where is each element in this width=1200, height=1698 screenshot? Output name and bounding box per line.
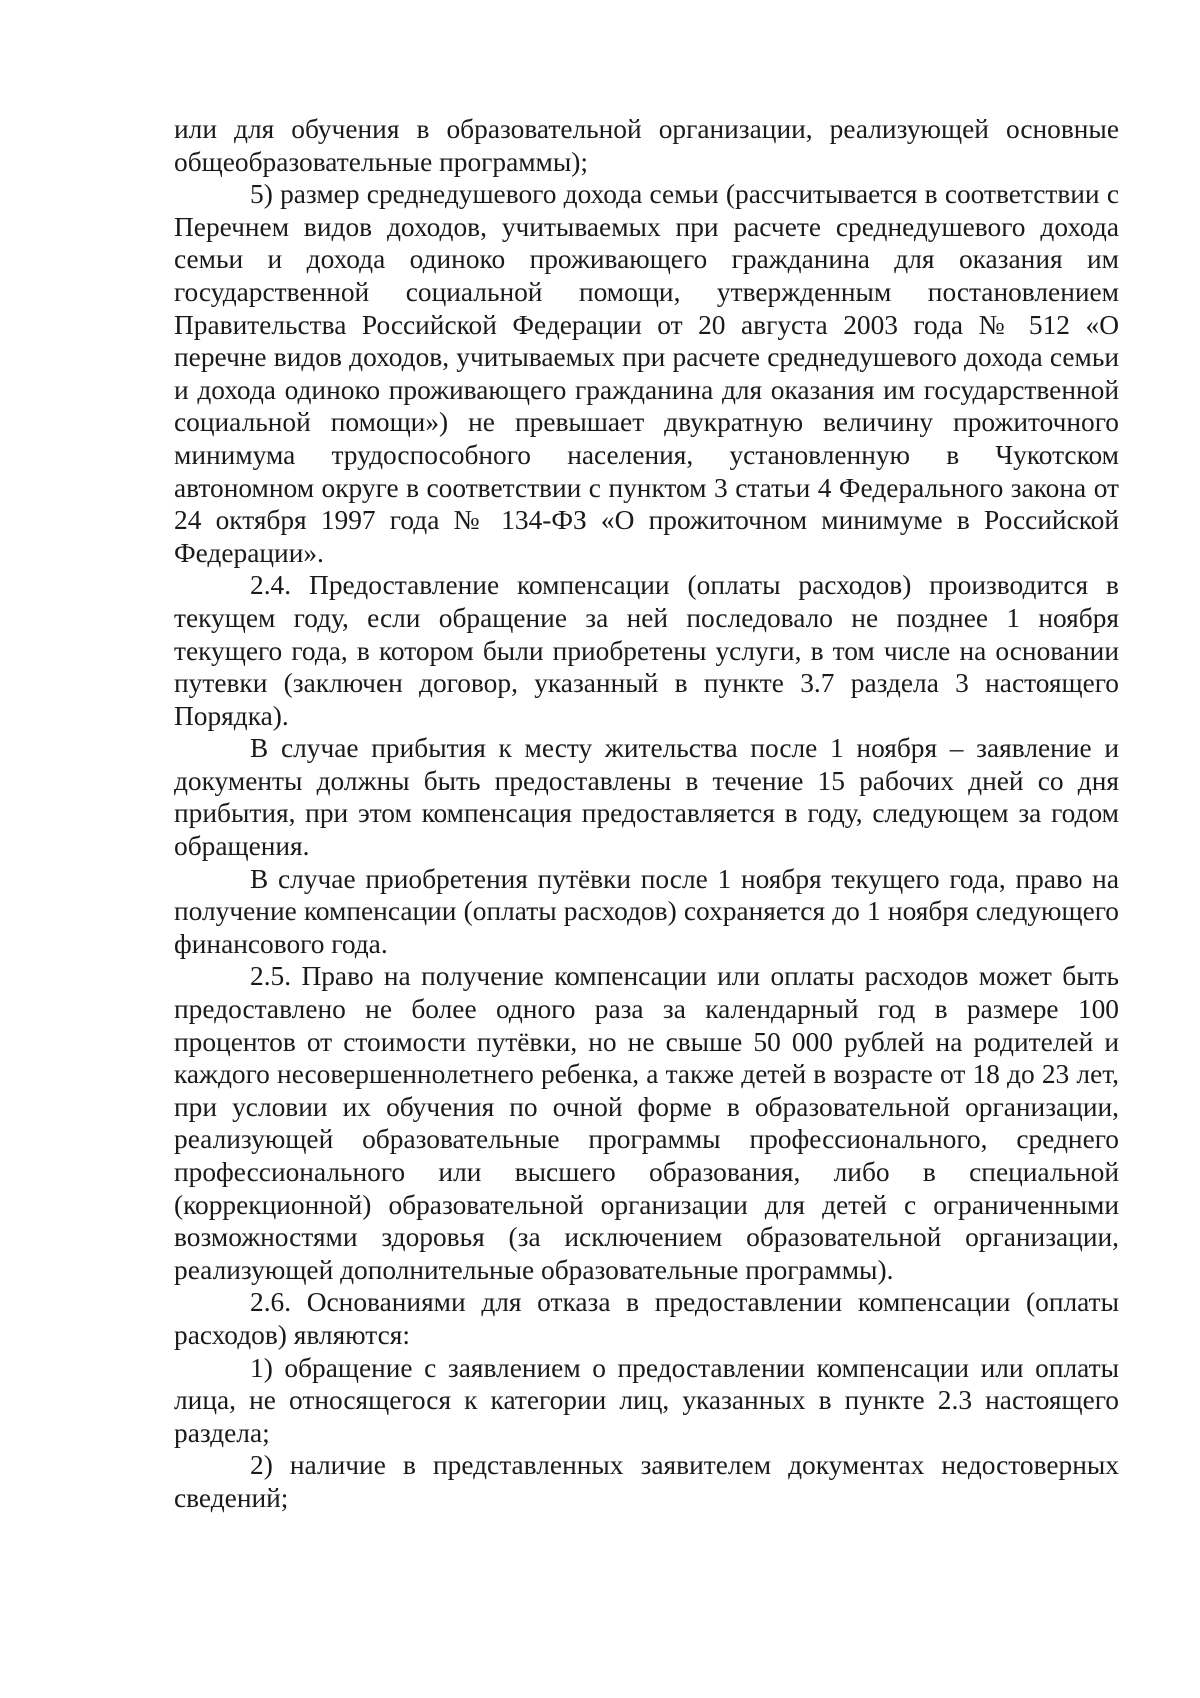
paragraph-2-4: 2.4. Предоставление компенсации (оплаты расходов) производится в текущем году, если обращение за ней последовало не позднее 1 ноября текущего года, в котором были приобретены услуги, в том числе на основании путевки (заключен договор, указанный в пункте 3.7 раздела 3 настоящего Порядка). <box>174 570 1119 731</box>
paragraph-item-5-income: 5) размер среднедушевого дохода семьи (рассчитывается в соответствии с Перечнем видов доходов, учитываемых при расчете среднедушевого дохода семьи и дохода одиноко проживающего гражданина для оказания им государственной социальной помощи, утвержденным постановлением Правительства Российской Федерации от 20 августа 2003 года № 512 «О перечне видов доходов, учитываемых при расчете среднедушевого дохода семьи и дохода одиноко проживающего гражданина для оказания им государственной социальной помощи») не превышает двукратную величину прожиточного минимума трудоспособного населения, установленную в Чукотском автономном округе в соответствии с пунктом 3 статьи 4 Федерального закона от 24 октября 1997 года № 134-ФЗ «О прожиточном минимуме в Российской Федерации». <box>174 179 1119 568</box>
paragraph-2-5: 2.5. Право на получение компенсации или оплаты расходов может быть предоставлено не более одного раза за календарный год в размере 100 процентов от стоимости путёвки, но не свыше 50 000 рублей на родителей и каждого несовершеннолетнего ребенка, а также детей в возрасте от 18 до 23 лет, при условии их обучения по очной форме в образовательной организации, реализующей образовательные программы профессионального, среднего профессионального или высшего образования, либо в специальной (коррекционной) образовательной организации для детей с ограниченными возможностями здоровья (за исключением образовательной организации, реализующей дополнительные образовательные программы). <box>174 961 1119 1285</box>
document-body <box>174 113 1119 1515</box>
paragraph-2-6: 2.6. Основаниями для отказа в предоставлении компенсации (оплаты расходов) являются: <box>174 1287 1119 1350</box>
paragraph-continuation: или для обучения в образовательной организации, реализующей основные общеобразовательные программы); <box>174 114 1119 177</box>
paragraph-refusal-reason-1: 1) обращение с заявлением о предоставлении компенсации или оплаты лица, не относящегося к категории лиц, указанных в пункте 2.3 настоящего раздела; <box>174 1352 1119 1448</box>
paragraph-refusal-reason-2: 2) наличие в представленных заявителем документах недостоверных сведений; <box>174 1450 1119 1513</box>
paragraph-voucher-case: В случае приобретения путёвки после 1 ноября текущего года, право на получение компенсации (оплаты расходов) сохраняется до 1 ноября следующего финансового года. <box>174 863 1119 959</box>
paragraph-arrival-case: В случае прибытия к месту жительства после 1 ноября – заявление и документы должны быть предоставлены в течение 15 рабочих дней со дня прибытия, при этом компенсация предоставляется в году, следующем за годом обращения. <box>174 733 1119 862</box>
